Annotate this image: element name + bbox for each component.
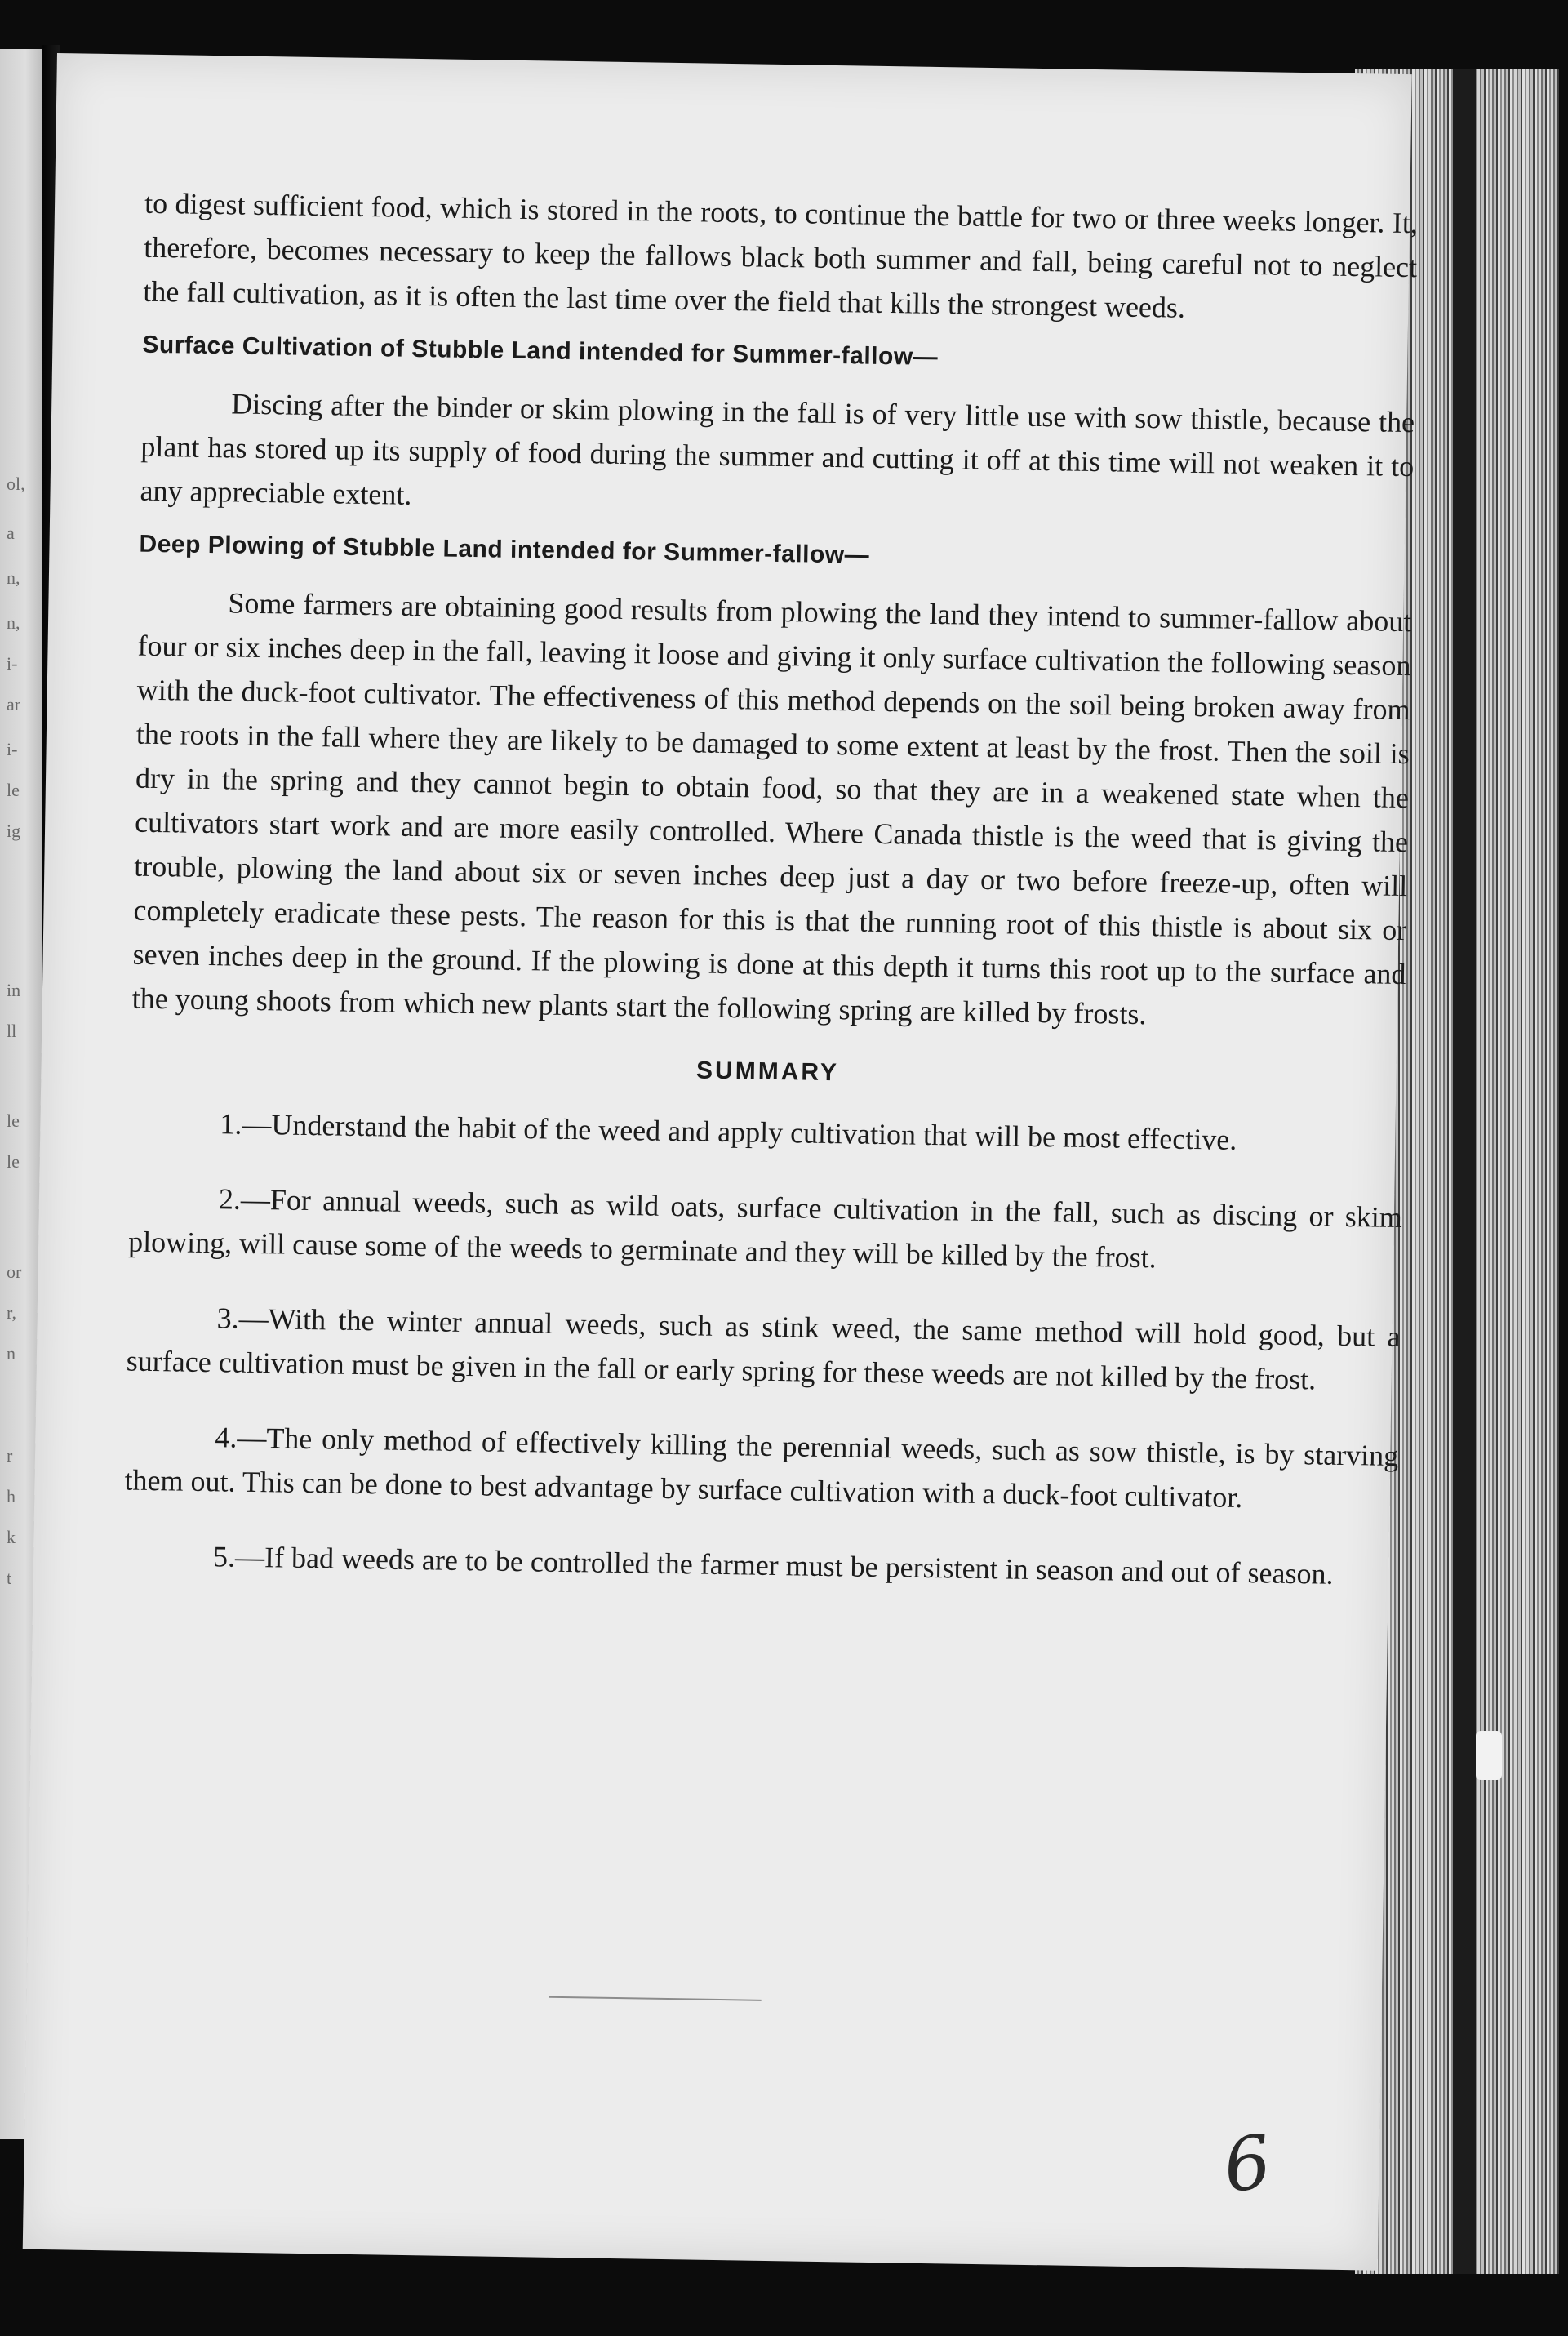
end-divider-rule [549,1996,762,2001]
summary-item: 2.—For annual weeds, such as wild oats, surface cultivation in the fall, such as discing or skim plowing, will cause some of the weeds to germinate and they will be killed by the frost. [127,1182,1403,1275]
left-fragment: r [7,1445,13,1466]
left-fragment: a [7,523,15,543]
summary-item: 4.—The only method of effectively killing the perennial weeds, such as sow thistle, is by starving them out. This can be done to best advantage by surface cultivation with a duck-foot cultivator. [124,1421,1399,1515]
left-fragment: or [7,1261,22,1282]
left-fragment: in [7,980,21,1000]
page-text [122,181,1418,1628]
summary-title: SUMMARY [695,1057,840,1087]
continuation-paragraph: to digest sufficient food, which is stored in the roots, to continue the battle for two or three weeks longer. It, therefore, becomes necessary to keep the fallows black both summer and fall, being careful not to neglect the fall cultivation, as it is often the last time over the field that kills the strongest weeds. [143,186,1419,324]
left-fragment: h [7,1486,16,1506]
left-fragment: ol, [7,474,25,494]
summary-item: 1.—Understand the habit of the weed and apply cultivation that will be most effective. [220,1107,1237,1156]
paragraph-deep-plowing: Some farmers are obtaining good results from plowing the land they intend to summer-fallow about four or six inches deep in the fall, leaving it loose and giving it only surface cultivation the following season with the duck-foot cultivator. The effectiveness of this method depends on the soil being broken away from the roots in the fall where they are likely to be damaged to some extent at least by the frost. Then the soil is dry in the spring and they cannot begin to obtain food, so that they are in a weakened state when the cultivators start work and are more easily controlled. Where Canada thistle is the weed that is giving the trouble, plowing the land about six or seven inches deep just a day or two before freeze-up, often will completely eradicate these pests. The reason for this is that the running root of this thistle is about six or seven inches deep in the ground. If the plowing is done at this depth it turns this root up to the surface and the young shoots from which new plants start the following spring are killed by frosts. [131,586,1412,1031]
left-fragment: n, [7,567,20,588]
left-page-text-fragments [0,457,33,1600]
left-fragment: r, [7,1302,16,1323]
document-page [23,53,1419,2271]
section-heading-surface-cultivation: Surface Cultivation of Stubble Land intended for Summer-fallow— [142,331,939,371]
left-fragment: ll [7,1021,17,1041]
paragraph-surface-cultivation: Discing after the binder or skim plowing in the fall is of very little use with sow thistle, because the plant has stored up its supply of food during the summer and cutting it off at this time will not weaken it to any appreciable extent. [140,387,1415,511]
section-heading-deep-plowing: Deep Plowing of Stubble Land intended for Summer-fallow— [139,530,870,569]
summary-item: 5.—If bad weeds are to be controlled the farmer must be persistent in season and out of season. [212,1540,1334,1591]
handwritten-page-number: 6 [1219,2119,1277,2210]
page-tab-marker [1476,1731,1502,1780]
summary-item: 3.—With the winter annual weeds, such as stink weed, the same method will hold good, but a surface cultivation must be given in the fall or early spring for these weeds are not killed by the frost. [126,1301,1401,1396]
left-fragment: t [7,1568,12,1588]
left-fragment: ar [7,694,21,714]
left-fragment: i- [7,739,18,759]
left-fragment: le [7,780,20,800]
left-fragment: k [7,1527,16,1547]
left-fragment: le [7,1110,20,1131]
left-fragment: ig [7,821,21,841]
left-fragment: le [7,1151,20,1172]
left-fragment: n [7,1343,16,1364]
left-fragment: n, [7,612,20,633]
left-fragment: i- [7,653,18,674]
